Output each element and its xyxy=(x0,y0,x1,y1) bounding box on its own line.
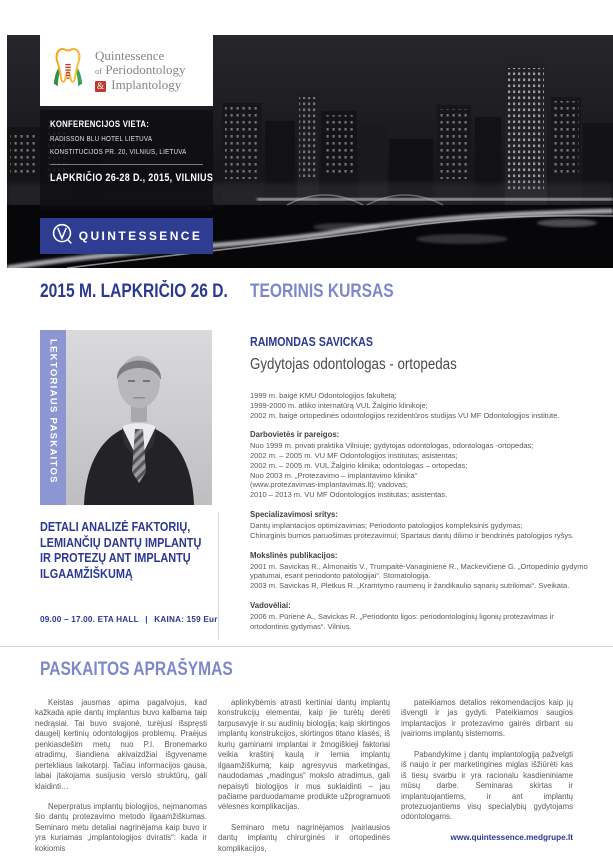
schedule-price: KAINA: 159 Eur xyxy=(154,615,218,624)
specializations-block xyxy=(250,510,590,541)
event-logo-text xyxy=(95,49,186,91)
description-columns xyxy=(35,698,573,859)
description-paragraph: Pabandykime į dantų implantologiją pažvelgti iš naujo ir per marketingines miglas išžiūrėti kas iš tiesų svarbu ir yra racionalu kasdieniniame mūsų darbe. Seminaras skirtas ir implantuojantiems, ir ant implantų protezuojantiems visų specialybių gydytojams odontologams. xyxy=(401,749,573,822)
description-paragraph: Seminaro metu nagrinėjamos įvairiausios dantų implantų chirurginės ir ortopedinės komplikacijos, xyxy=(218,822,390,853)
bio-line: Nuo 1999 m. privati praktika Vilniuje; gydytojas odontologas, odontologas -ortopedas; xyxy=(250,441,534,451)
bio-line: Nuo 2003 m. „Protezavimo – implantavimo klinika“ xyxy=(250,470,418,480)
logo-line3: Implantology xyxy=(111,76,182,92)
bio-line: Chirurginis burnos paruošimas protezavimui; Spartaus dantų dilimo ir bendrinės patologijos ryšys. xyxy=(250,530,574,540)
description-column-3 xyxy=(401,698,573,859)
schedule-price-line xyxy=(40,615,222,624)
ampersand-badge: & xyxy=(96,80,104,91)
speaker-bio xyxy=(250,334,590,642)
education-line: 1999-2000 m. atliko internatūrą VUL Žalgirio klinikoje; xyxy=(250,400,428,410)
quintessence-brand-box xyxy=(40,218,213,254)
education-line: 1999 m. baigė KMU Odontologijos fakultetą; xyxy=(250,391,397,401)
textbooks-block xyxy=(250,601,590,632)
website-link[interactable]: www.quintessence.medgrupe.lt xyxy=(450,832,573,842)
description-column-1 xyxy=(35,698,207,859)
venue-line-2: KONSTITUCIJOS PR. 20, VILNIUS, LIETUVA xyxy=(50,147,187,156)
course-type-heading: TEORINIS KURSAS xyxy=(250,281,394,302)
topic-line: IR PROTEZŲ ANT IMPLANTŲ xyxy=(40,550,191,565)
bio-line: 2002 m. – 2005 m. VU MF Odontologijos institutas; asistentas; xyxy=(250,451,458,461)
bio-line: (www.protezavimas-implantavimas.lt); vadovas; xyxy=(250,480,408,490)
logo-line1: Quintessence xyxy=(95,48,165,64)
venue-line-1: RADISSON BLU HOTEL LIETUVA xyxy=(50,134,153,143)
publications-block xyxy=(250,551,590,591)
lecturer-sidebar-label: LEKTORIAUS PASKAITOS xyxy=(47,339,59,484)
description-paragraph: pateikiamos detalios rekomendacijos kaip jų išvengti ir jas gydyti. Pateikiamos saugios implantacijos ir protezavimo gairės dirbant su įvairioms implantų sistemoms. xyxy=(401,698,573,739)
workplaces-block xyxy=(250,430,590,500)
description-paragraph: aplinkybėmis atrasti kertiniai dantų implantų konstrukcijų elementai, kaip jie turėtų derėti tarpusavyje ir su audinių biologija; kaip skirtingos implantų konstrukcijos, skirtingos titano klasės, iš kurių gaminami implantai ir žmogiškieji faktoriai veikia kraštinį kaulą ir lemia implantų ilgaamžiškumą; kaip agresyvus marketingas, naudodamas „madingus“ mokslo atradimus, gali nepaisyti biologijos ir mus suklaidinti – jau pačiame parduodamame produkte užprogramuoti vėlesnes komplikacijas. xyxy=(218,698,390,812)
section-heading: Mokslinės publikacijos: xyxy=(250,550,338,560)
lecturer-sidebar-bar xyxy=(40,330,66,505)
bio-line: Dantų implantacijos optimizavimas; Periodonto patologijos kompleksinis gydymas; xyxy=(250,521,523,531)
section-divider xyxy=(0,646,613,647)
topic-line: ILGAAMŽIŠKUMĄ xyxy=(40,565,133,581)
description-paragraph: Neperpratus implantų biologijos, neįmanomas šio dantų protezavimo metodo ilgaamžiškumas. Seminaro metu detaliai nagrinėjama kaip buvo ir yra kuriamas „implantologijos dviratis“: kada ir kokiomis xyxy=(35,801,207,853)
logo-line2: Periodontology xyxy=(105,62,186,78)
bio-line: 2001 m. Savickas R., Almonaitis V., Trumpaitė-Vanaginienė R., Mackevičienė G. „Ortopedinio gydymo ypatumai, esant periodonto patologijai“. Stomatologija. xyxy=(250,561,588,581)
lecture-topic xyxy=(40,519,232,581)
schedule-time-hall: 09.00 – 17.00. ETA HALL xyxy=(40,615,139,624)
schedule-separator: | xyxy=(145,615,148,624)
topic-line: LEMIANČIŲ DANTŲ IMPLANTŲ xyxy=(40,534,202,550)
description-paragraph: Keistas jausmas apima pagalvojus, kad kažkada apie dantų implantus buvo kalbama taip nedrąsiai. Tai buvo svajonė, turėjusi išspręsti daugelį kertinių odontologijos problemų. Praėjus penkiasdešim metų nuo P.I. Bronemarko atradimų, šiandiena akivaizdžiai išgyvename pertekliaus laikotarpį. Tačiau informacijos gausa, labai įtakojama susijusio verslo struktūrų, gali klaidinti… xyxy=(35,698,207,791)
city-night-photo xyxy=(7,35,613,268)
description-column-2 xyxy=(218,698,390,859)
speaker-name: RAIMONDAS SAVICKAS xyxy=(250,334,373,349)
tooth-implant-icon xyxy=(47,41,89,100)
qv-monogram-icon xyxy=(51,223,73,250)
brand-name: QUINTESSENCE xyxy=(78,229,203,243)
speaker-title: Gydytojas odontologas - ortopedas xyxy=(250,355,457,373)
section-heading: Darbovietės ir pareigos: xyxy=(250,430,340,440)
speaker-portrait-photo xyxy=(66,330,212,505)
bio-line: 2002 m. – 2005 m. VUL Žalgirio klinika; odontologas – ortopedas; xyxy=(250,460,468,470)
venue-box xyxy=(40,110,213,210)
education-block xyxy=(250,391,590,420)
section-heading: Vadovėliai: xyxy=(250,600,291,610)
bio-line: 2003 m. Savickas R, Pletkus R. „Kramtymo raumenų ir žandikaulio sąnarių sutrikimai“. Sveikata. xyxy=(250,581,570,591)
section-heading: Specializavimosi sritys: xyxy=(250,509,338,519)
bio-line: 2006 m. Pūrienė A., Savickas R. „Periodonto ligos: periodontologinių ligonių protezavimas ir ortodontinis gydymas“. Vilnius. xyxy=(250,612,554,631)
bio-line: 2010 – 2013 m. VU MF Odontologijos institutas; asistentas. xyxy=(250,490,448,500)
description-heading: PASKAITOS APRAŠYMAS xyxy=(40,659,233,680)
logo-line2-prefix: of xyxy=(95,66,103,77)
event-logo-card xyxy=(40,35,213,106)
event-date-banner: LAPKRIČIO 26-28 D., 2015, VILNIUS xyxy=(50,172,214,184)
topic-line: DETALI ANALIZĖ FAKTORIŲ, xyxy=(40,519,191,534)
education-line: 2002 m. baigė ortopedinės odontologijos rezidentūros studijas VU MF Odontologijos institute. xyxy=(250,410,560,420)
venue-divider xyxy=(50,164,203,165)
venue-label: KONFERENCIJOS VIETA: xyxy=(50,119,150,130)
day-heading: 2015 M. LAPKRIČIO 26 D. xyxy=(40,281,228,302)
